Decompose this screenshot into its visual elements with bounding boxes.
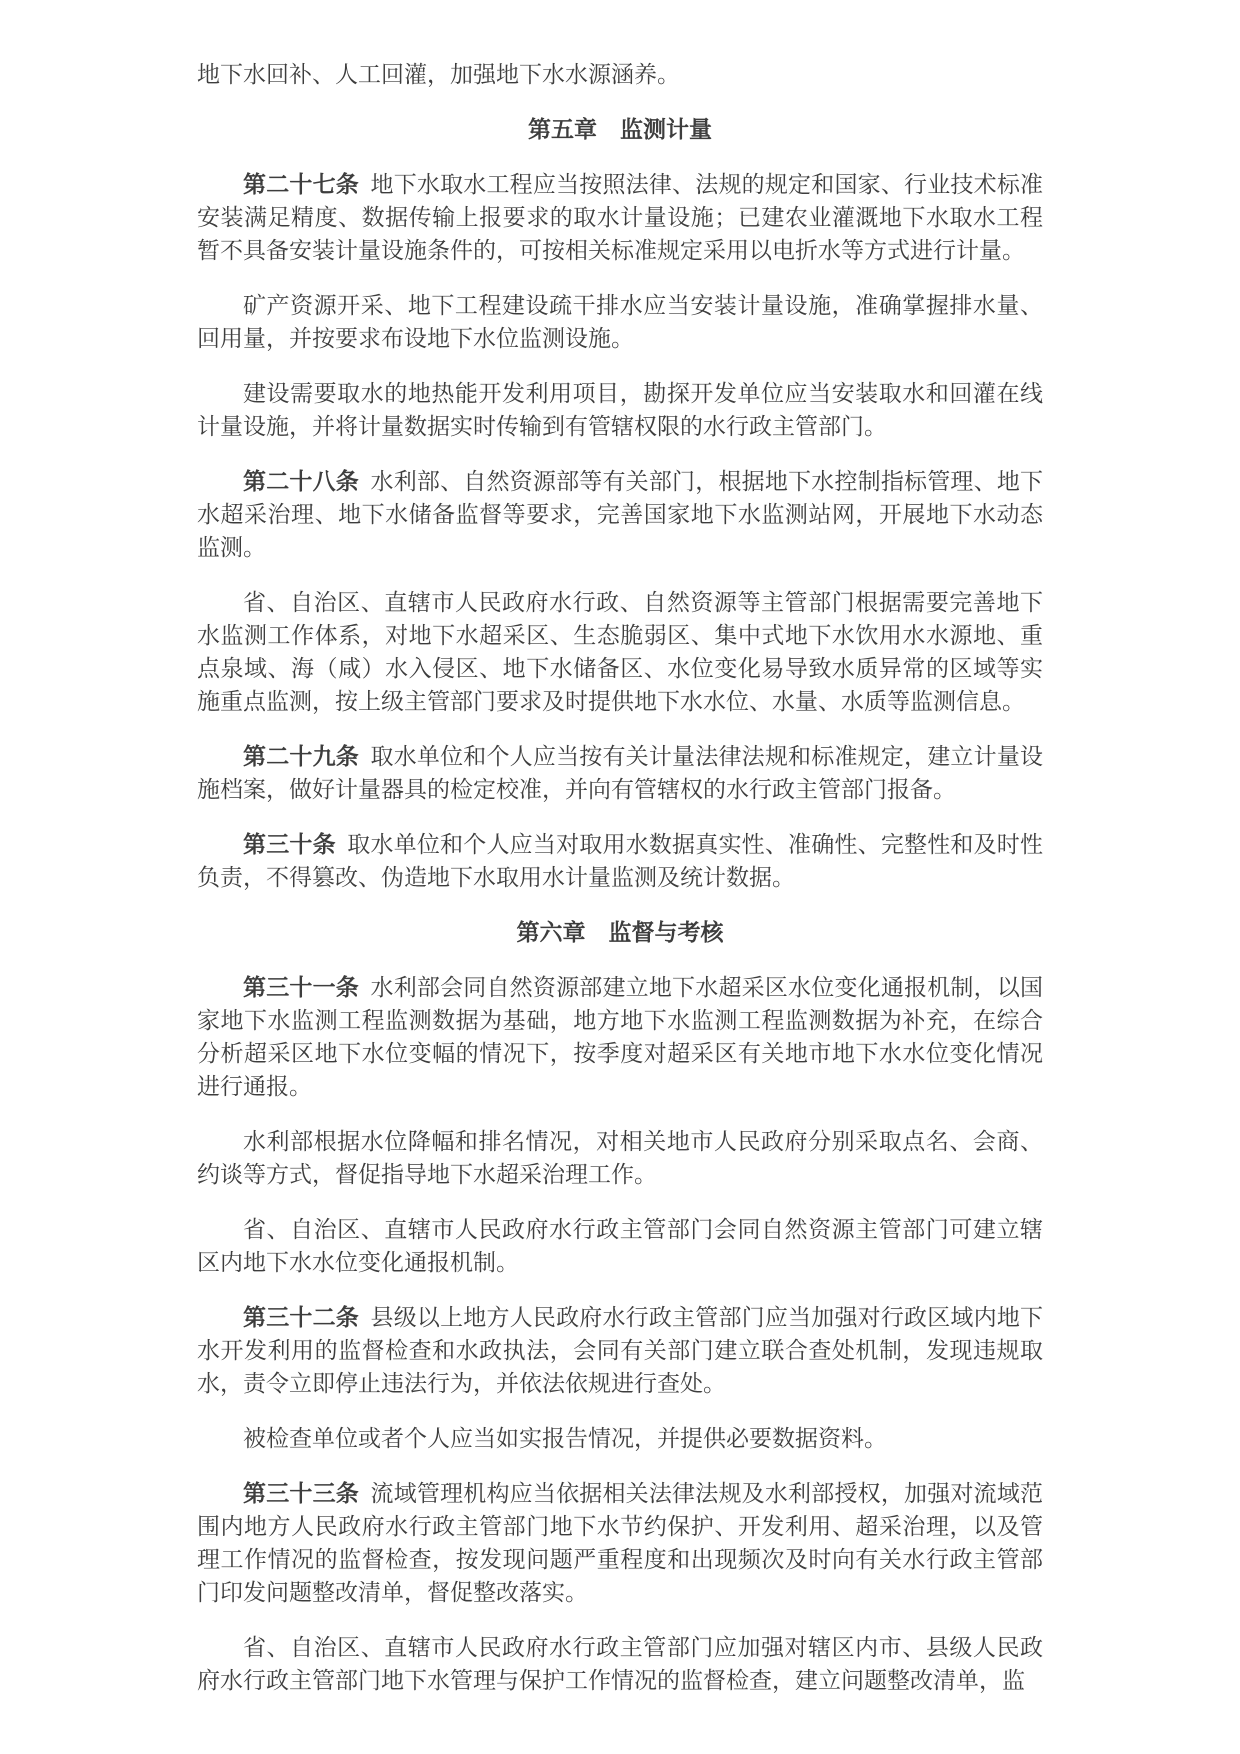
article-29: [197, 740, 1043, 806]
paragraph-geothermal: 建设需要取水的地热能开发利用项目，勘探开发单位应当安装取水和回灌在线计量设施，并将计量数据实时传输到有管辖权限的水行政主管部门。: [197, 381, 1043, 439]
article-31: [197, 971, 1043, 1103]
paragraph-provincial-supervision: 省、自治区、直辖市人民政府水行政主管部门应加强对辖区内市、县级人民政府水行政主管部门地下水管理与保护工作情况的监督检查，建立问题整改清单，监: [197, 1635, 1043, 1693]
article-29-text: 取水单位和个人应当按有关计量法律法规和标准规定，建立计量设施档案，做好计量器具的检定校准，并向有管辖权的水行政主管部门报备。: [197, 744, 1044, 802]
article-27-number: 第二十七条: [243, 172, 359, 197]
article-31-text: 水利部会同自然资源部建立地下水超采区水位变化通报机制，以国家地下水监测工程监测数据为基础，地方地下水监测工程监测数据为补充，在综合分析超采区地下水位变幅的情况下，按季度对超采区有关地市地下水水位变化情况进行通报。: [197, 975, 1044, 1099]
article-32-number: 第三十二条: [243, 1305, 359, 1330]
article-29-number: 第二十九条: [243, 744, 359, 769]
article-32-text: 县级以上地方人民政府水行政主管部门应当加强对行政区域内地下水开发利用的监督检查和水政执法，会同有关部门建立联合查处机制，发现违规取水，责令立即停止违法行为，并依法依规进行查处。: [197, 1305, 1044, 1396]
article-27: [197, 168, 1043, 267]
article-33-number: 第三十三条: [243, 1481, 359, 1506]
article-31-number: 第三十一条: [243, 975, 359, 1000]
article-27-text: 地下水取水工程应当按照法律、法规的规定和国家、行业技术标准安装满足精度、数据传输上报要求的取水计量设施；已建农业灌溉地下水取水工程暂不具备安装计量设施条件的，可按相关标准规定采用以电折水等方式进行计量。: [197, 172, 1044, 263]
paragraph-inspected-units: 被检查单位或者个人应当如实报告情况，并提供必要数据资料。: [243, 1426, 887, 1451]
article-33: [197, 1477, 1043, 1609]
article-28-text: 水利部、自然资源部等有关部门，根据地下水控制指标管理、地下水超采治理、地下水储备监督等要求，完善国家地下水监测站网，开展地下水动态监测。: [197, 469, 1044, 560]
article-30-text: 取水单位和个人应当对取用水数据真实性、准确性、完整性和及时性负责，不得篡改、伪造地下水取用水计量监测及统计数据。: [197, 832, 1044, 890]
paragraph-mwr-notification: 水利部根据水位降幅和排名情况，对相关地市人民政府分别采取点名、会商、约谈等方式，督促指导地下水超采治理工作。: [197, 1129, 1043, 1187]
paragraph-provincial-monitoring: 省、自治区、直辖市人民政府水行政、自然资源等主管部门根据需要完善地下水监测工作体系，对地下水超采区、生态脆弱区、集中式地下水饮用水水源地、重点泉域、海（咸）水入侵区、地下水储备区、水位变化易导致水质异常的区域等实施重点监测，按上级主管部门要求及时提供地下水水位、水量、水质等监测信息。: [197, 590, 1043, 714]
paragraph-provincial-notification: 省、自治区、直辖市人民政府水行政主管部门会同自然资源主管部门可建立辖区内地下水水位变化通报机制。: [197, 1217, 1043, 1275]
chapter-6-heading: 第六章 监督与考核: [516, 920, 724, 945]
paragraph-mining-drainage: 矿产资源开采、地下工程建设疏干排水应当安装计量设施，准确掌握排水量、回用量，并按要求布设地下水位监测设施。: [197, 293, 1043, 351]
chapter-5-heading: 第五章 监测计量: [528, 117, 712, 142]
document-page: [197, 0, 1043, 1697]
article-28: [197, 465, 1043, 564]
article-30: [197, 828, 1043, 894]
article-32: [197, 1301, 1043, 1400]
article-30-number: 第三十条: [243, 832, 336, 857]
continuation-paragraph: 地下水回补、人工回灌，加强地下水水源涵养。: [197, 62, 680, 87]
article-28-number: 第二十八条: [243, 469, 359, 494]
article-33-text: 流域管理机构应当依据相关法律法规及水利部授权，加强对流域范围内地方人民政府水行政主管部门地下水节约保护、开发利用、超采治理，以及管理工作情况的监督检查，按发现问题严重程度和出现频次及时向有关水行政主管部门印发问题整改清单，督促整改落实。: [197, 1481, 1044, 1605]
